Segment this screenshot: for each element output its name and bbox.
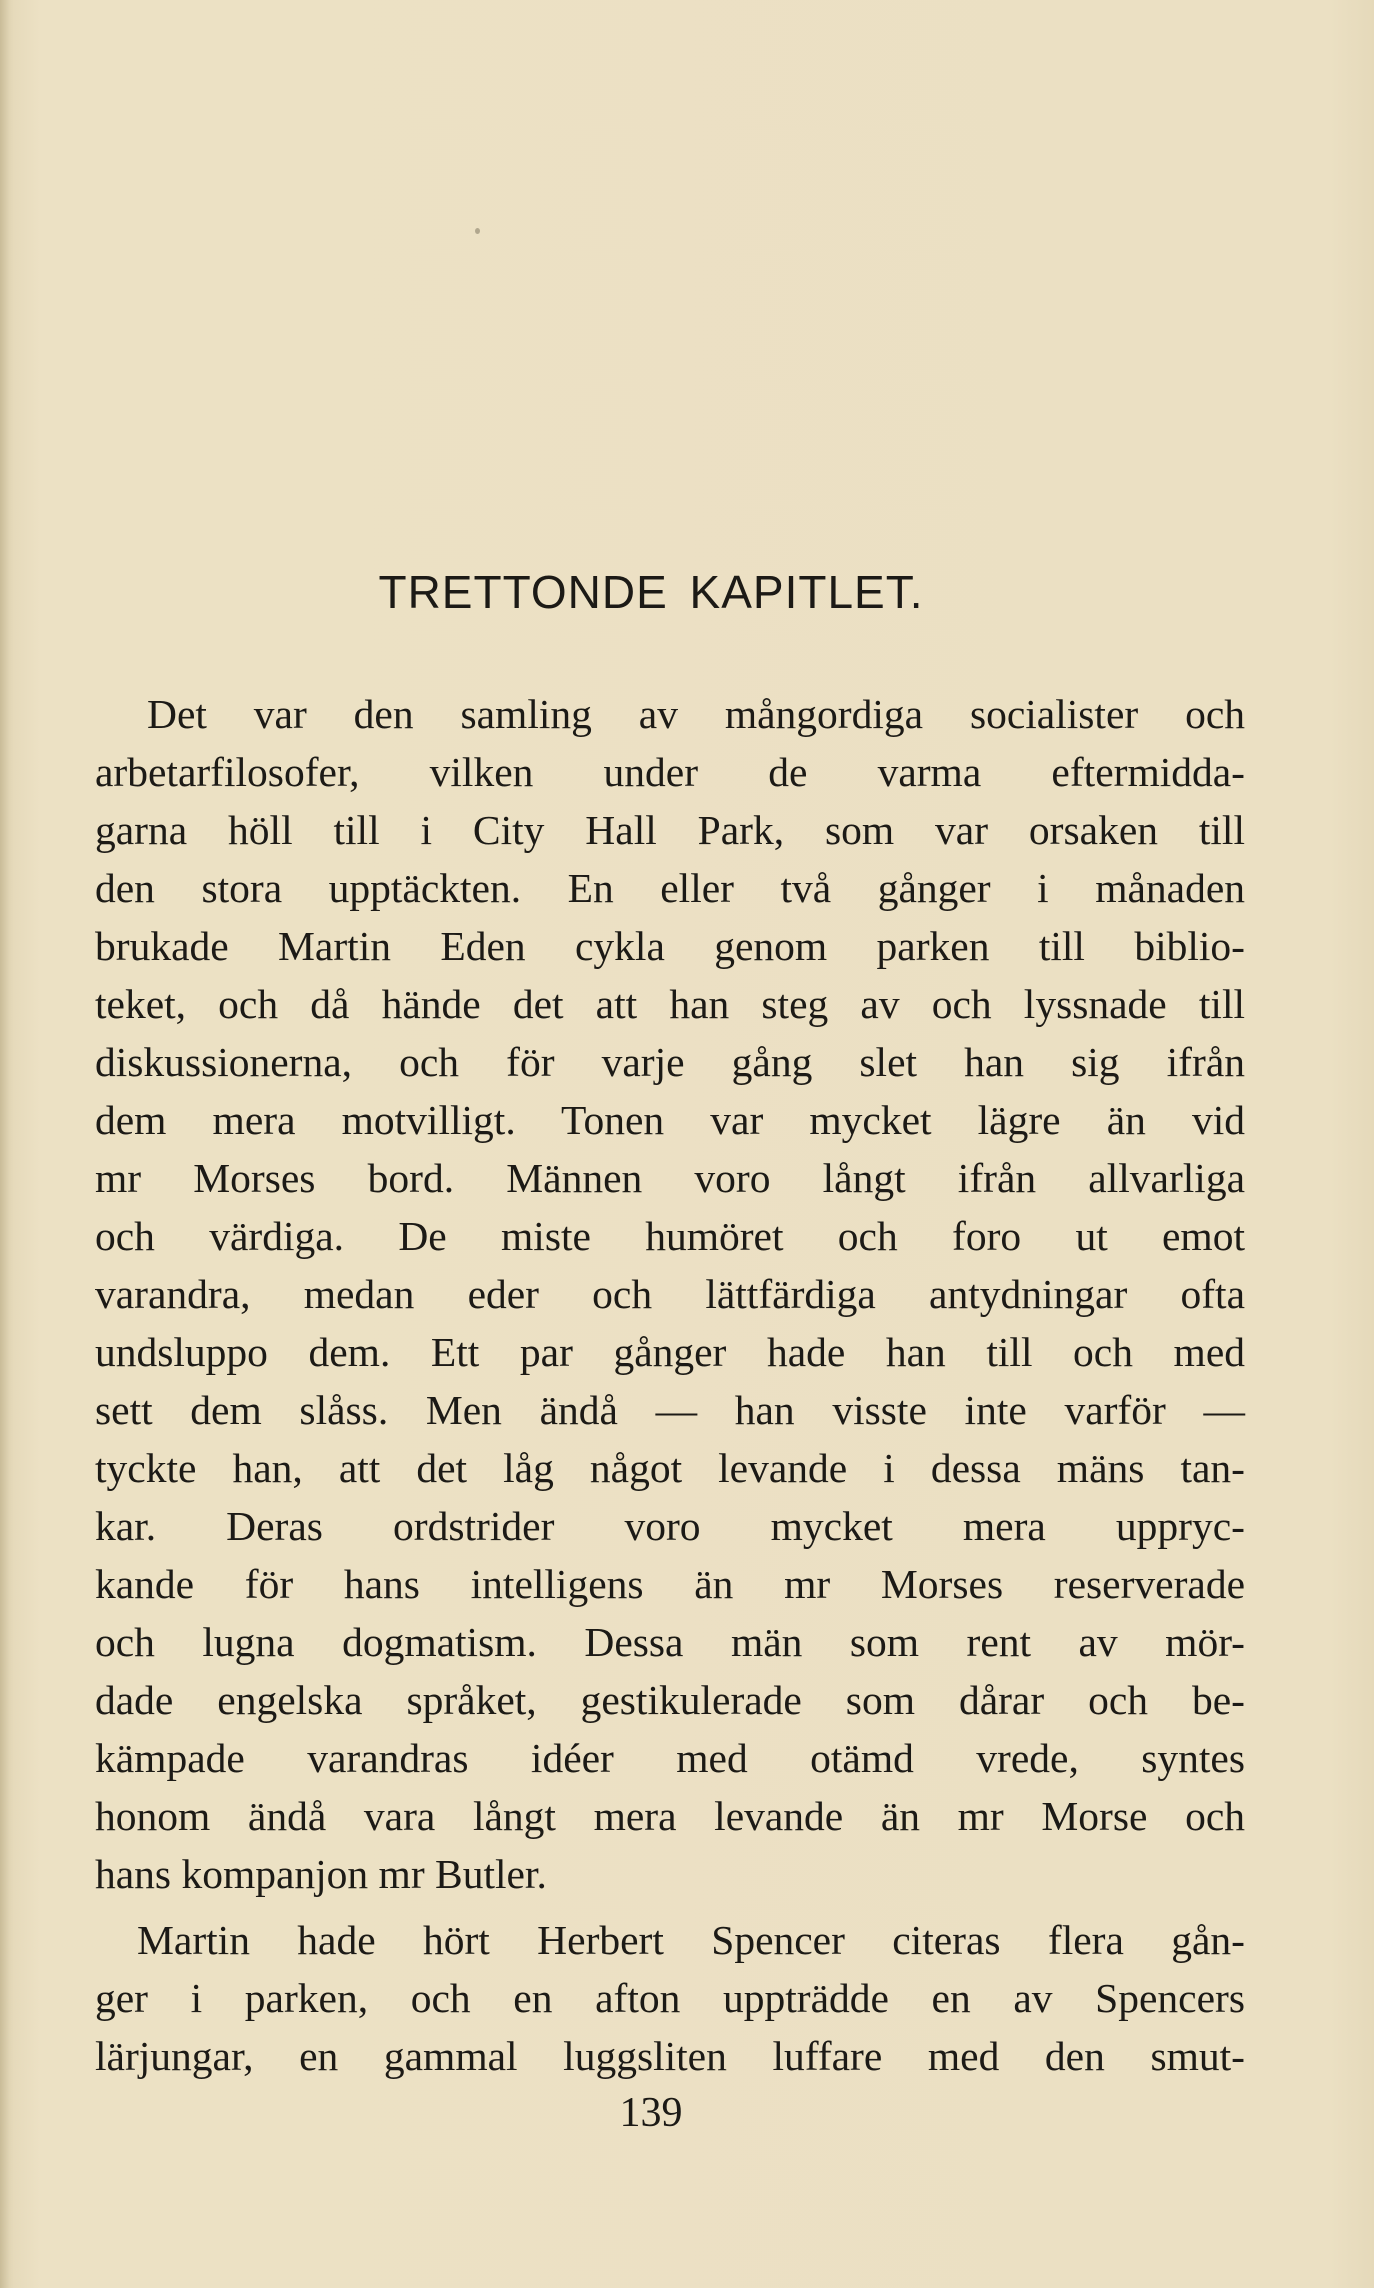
text-line: brukade Martin Eden cykla genom parken till biblio- bbox=[95, 923, 1245, 969]
body-text bbox=[95, 685, 1245, 2085]
text-line: honom ändå vara långt mera levande än mr Morse och bbox=[95, 1793, 1245, 1839]
text-line: kar. Deras ordstrider voro mycket mera uppryc- bbox=[95, 1503, 1245, 1549]
text-line: kämpade varandras idéer med otämd vrede, syntes bbox=[95, 1735, 1245, 1781]
paragraph-gap bbox=[95, 1903, 1245, 1911]
text-line: dade engelska språket, gestikulerade som dårar och be- bbox=[95, 1677, 1245, 1723]
text-line: kande för hans intelligens än mr Morses reserverade bbox=[95, 1561, 1245, 1607]
text-line: och värdiga. De miste humöret och foro ut emot bbox=[95, 1213, 1245, 1259]
text-line: hans kompanjon mr Butler. bbox=[95, 1851, 547, 1897]
text-line: och lugna dogmatism. Dessa män som rent av mör- bbox=[95, 1619, 1245, 1665]
text-line: mr Morses bord. Männen voro långt ifrån allvarliga bbox=[95, 1155, 1245, 1201]
text-line: dem mera motvilligt. Tonen var mycket lägre än vid bbox=[95, 1097, 1245, 1143]
page-number: 139 bbox=[619, 2090, 683, 2136]
text-line: ger i parken, och en afton uppträdde en av Spencers bbox=[95, 1975, 1245, 2021]
text-line: den stora upptäckten. En eller två gånger i månaden bbox=[95, 865, 1245, 911]
text-line: varandra, medan eder och lättfärdiga antydningar ofta bbox=[95, 1271, 1245, 1317]
text-line: sett dem slåss. Men ändå — han visste inte varför — bbox=[95, 1387, 1245, 1433]
text-line: garna höll till i City Hall Park, som var orsaken till bbox=[95, 807, 1245, 853]
paper-speck bbox=[475, 228, 480, 234]
text-line: Martin hade hört Herbert Spencer citeras flera gån- bbox=[137, 1917, 1245, 1963]
text-line: arbetarfilosofer, vilken under de varma eftermidda- bbox=[95, 749, 1245, 795]
chapter-title: TRETTONDE KAPITLET. bbox=[378, 566, 924, 618]
text-line: undsluppo dem. Ett par gånger hade han till och med bbox=[95, 1329, 1245, 1375]
paragraph-2 bbox=[95, 1911, 1245, 2085]
page-gutter-edge bbox=[0, 0, 10, 2288]
text-line: teket, och då hände det att han steg av och lyssnade till bbox=[95, 981, 1245, 1027]
text-line: tyckte han, att det låg något levande i dessa mäns tan- bbox=[95, 1445, 1245, 1491]
paragraph-1 bbox=[95, 685, 1245, 1903]
text-line: Det var den samling av mångordiga socialister och bbox=[147, 691, 1245, 737]
text-line: diskussionerna, och för varje gång slet han sig ifrån bbox=[95, 1039, 1245, 1085]
text-line: lärjungar, en gammal luggsliten luffare med den smut- bbox=[95, 2033, 1245, 2079]
